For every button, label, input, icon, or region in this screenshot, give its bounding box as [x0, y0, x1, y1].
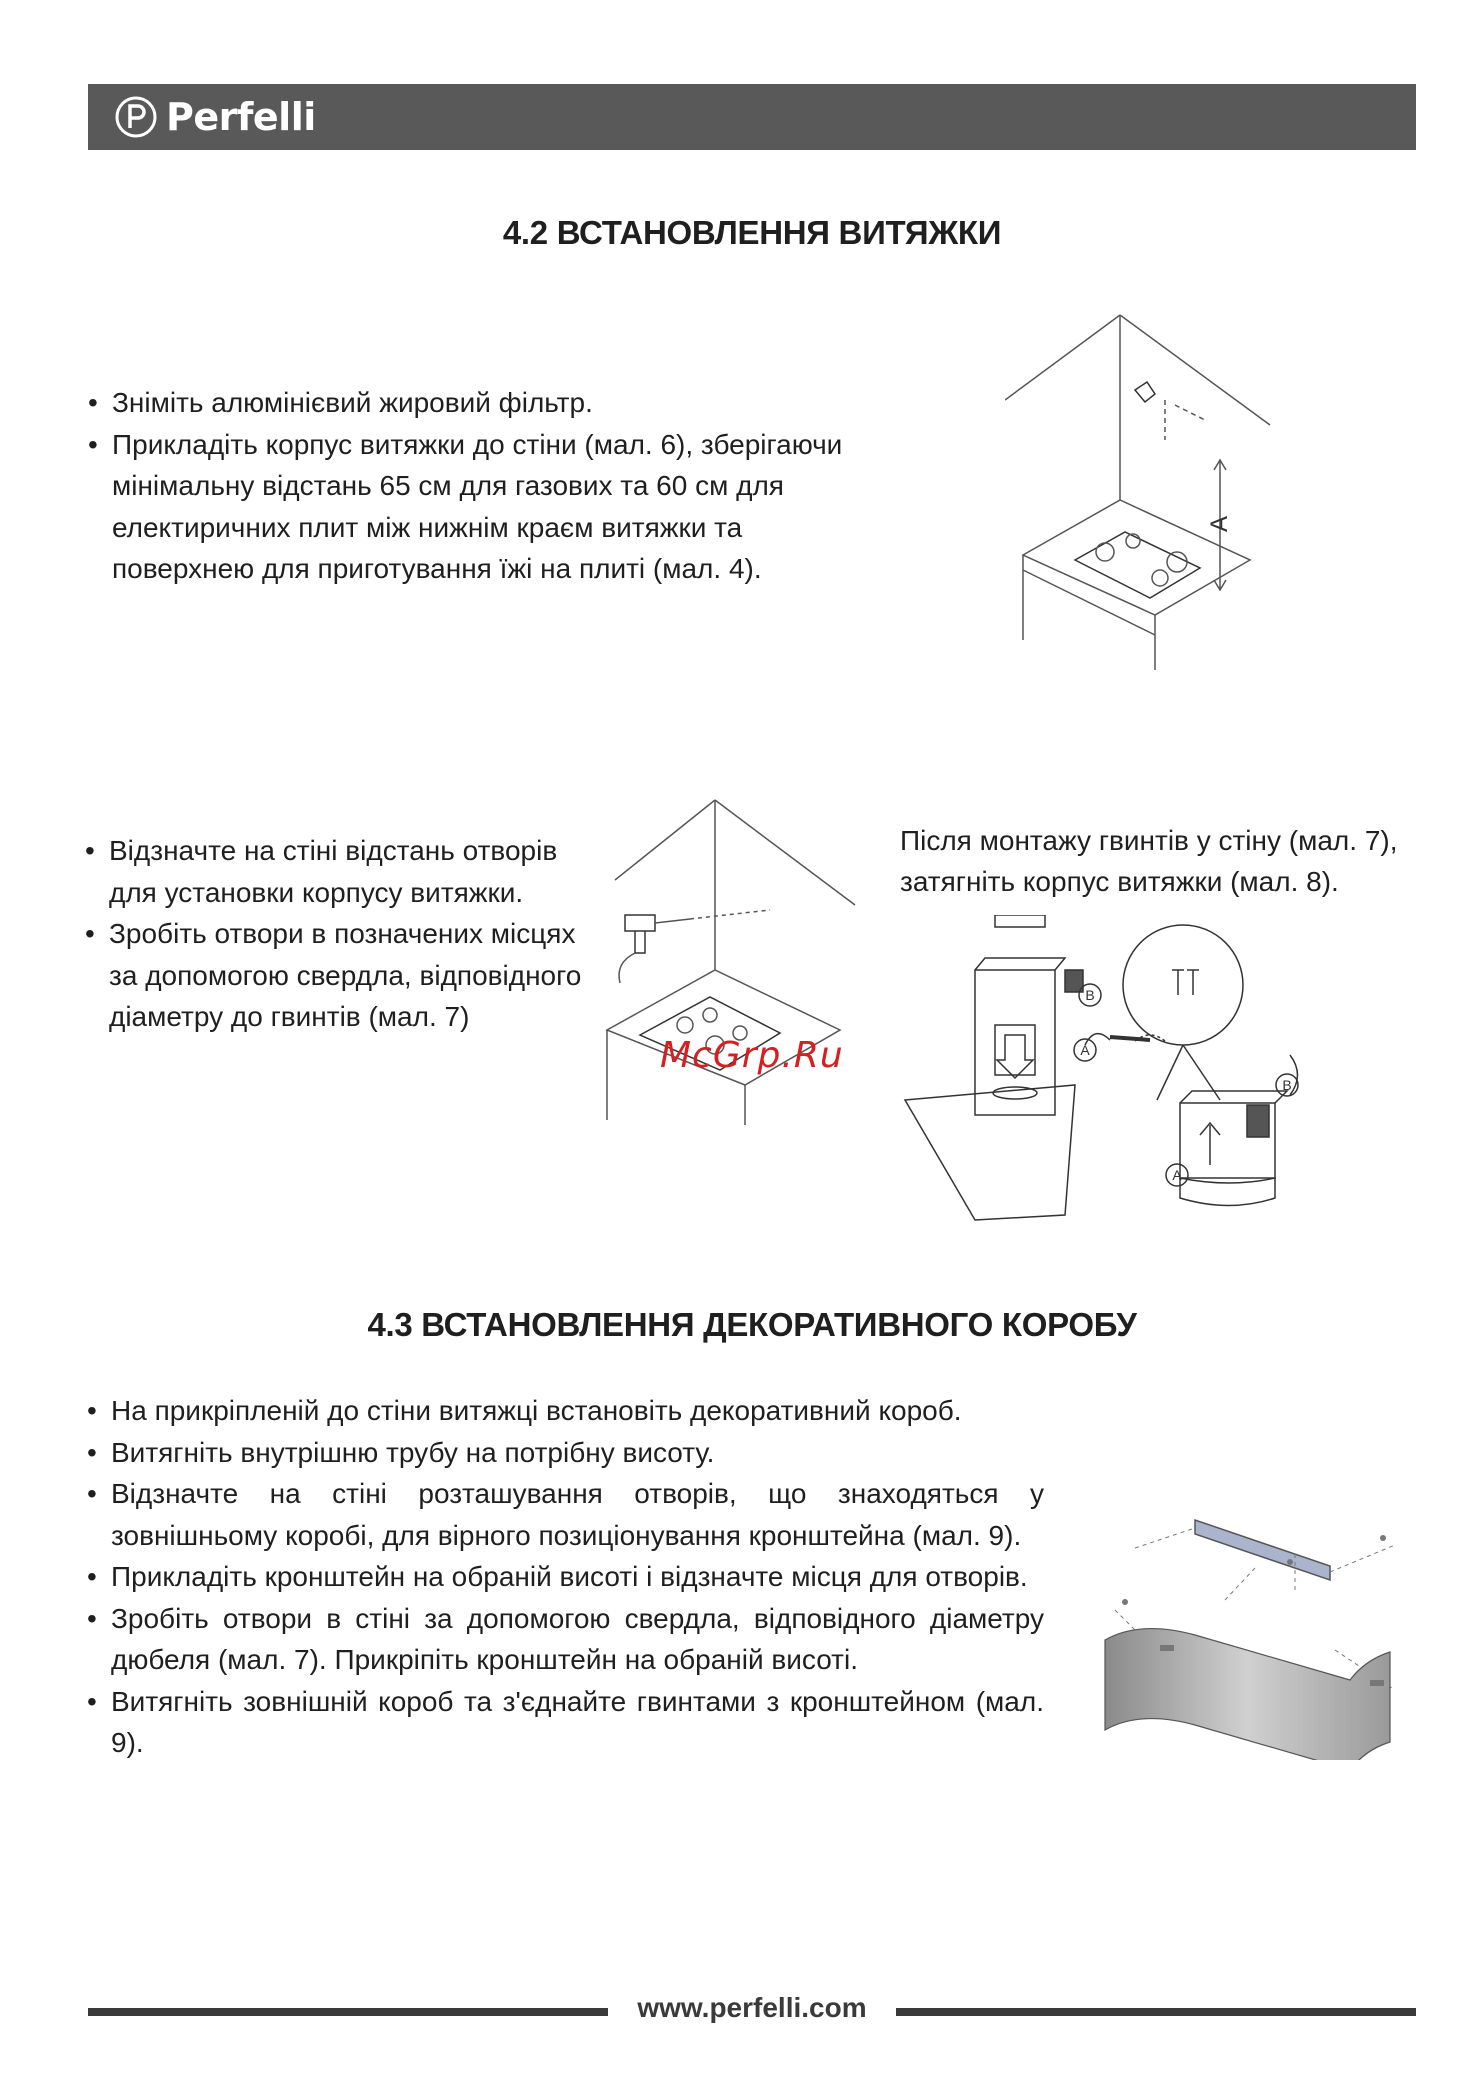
fig8-label-a-1: A: [1080, 1042, 1090, 1058]
bullet-list-remove-filter: [88, 382, 888, 590]
list-item: • Витягніть зовнішній короб та з'єднайте гвинтами з кронштейном (мал. 9).: [87, 1681, 1044, 1764]
list-item: • Зніміть алюмінієвий жировий фільтр.: [88, 382, 888, 424]
footer-rule-left: [88, 2008, 608, 2016]
fig8-label-a-2: A: [1172, 1167, 1182, 1183]
bullet-list-decorative-box: [87, 1390, 1044, 1764]
header-bar: [88, 84, 1416, 150]
list-item: • Прикладіть корпус витяжки до стіни (мал. 6), зберігаючи мінімальну відстань 65 см для газових та 60 см для електиричних плит між нижнім краєм витяжки та поверхнею для приготування їжі на плиті (мал. 4).: [88, 424, 888, 590]
brand-logo: [114, 95, 316, 139]
watermark-text: McGrp.Ru: [660, 1035, 844, 1076]
list-item: • Зробіть отвори в стіні за допомогою свердла, відповідного діаметру дюбеля (мал. 7). Прикріпіть кронштейн на обраній висоті.: [87, 1598, 1044, 1681]
fig8-label-b-2: B: [1282, 1077, 1292, 1093]
dimension-label: A: [1206, 515, 1233, 532]
figure-hood-height-diagram: [1005, 310, 1280, 670]
list-item: • Відзначте на стіні розташування отворів, що знаходяться у зовнішньому коробі, для вірного позиціонування кронштейна (мал. 9).: [87, 1473, 1044, 1556]
footer-rule-right: [896, 2008, 1416, 2016]
list-item: • Відзначте на стіні відстань отворів для установки корпусу витяжки.: [85, 830, 605, 913]
perfelli-logo-icon: [114, 95, 158, 139]
list-item: • Прикладіть кронштейн на обраній висоті і відзначте місця для отворів.: [87, 1556, 1044, 1598]
list-item: • Витягніть внутрішню трубу на потрібну висоту.: [87, 1432, 1044, 1474]
figure-bracket-chimney: [1095, 1490, 1415, 1760]
figure-hood-assembly: [895, 915, 1345, 1260]
fig8-label-b-1: B: [1085, 987, 1095, 1003]
section-title-installation: 4.2 ВСТАНОВЛЕННЯ ВИТЯЖКИ: [502, 214, 1002, 251]
hood-mounting-note: Після монтажу гвинтів у стіну (мал. 7), затягніть корпус витяжки (мал. 8).: [900, 825, 1398, 897]
bullet-list-mark-holes: [85, 830, 605, 1038]
list-item: • Зробіть отвори в позначених місцях за допомогою свердла, відповідного діаметру до гвинтів (мал. 7): [85, 913, 605, 1038]
list-item: • На прикріпленій до стіни витяжці встановіть декоративний короб.: [87, 1390, 1044, 1432]
section-title-decorative-box: 4.3 ВСТАНОВЛЕННЯ ДЕКОРАТИВНОГО КОРОБУ: [367, 1306, 1137, 1343]
brand-name: Perfelli: [166, 95, 316, 139]
footer-url: www.perfelli.com: [637, 1992, 867, 2023]
